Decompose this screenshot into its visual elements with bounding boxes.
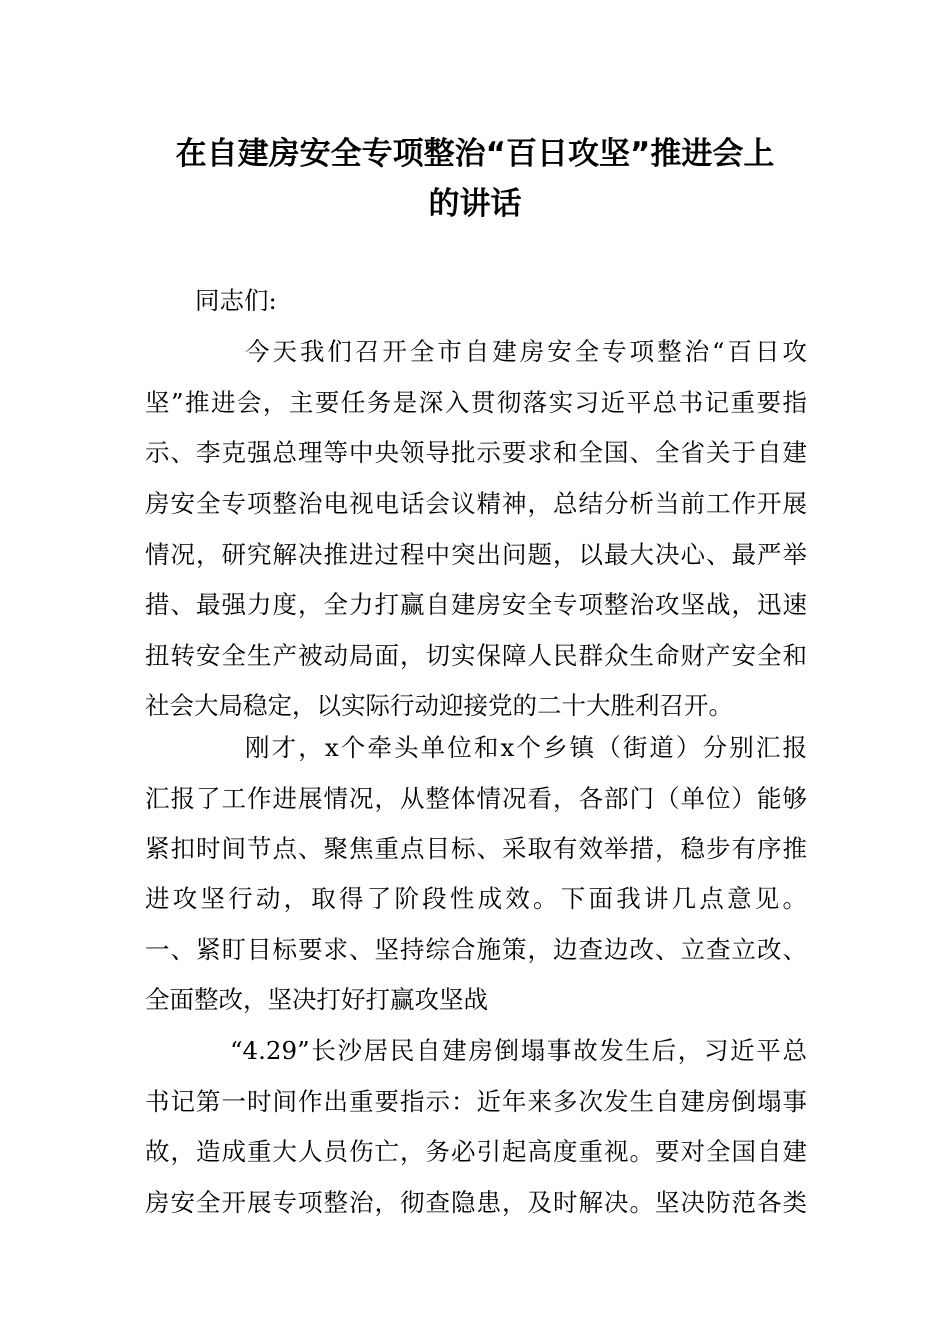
document-title-line-1: 在自建房安全专项整治“百日攻坚”推进会上 [175, 136, 775, 172]
paragraph-line: 书记第一时间作出重要指示：近年来多次发生自建房倒塌事 [145, 1087, 807, 1116]
paragraph-line: 情况，研究解决推进过程中突出问题，以最大决心、最严举 [145, 540, 807, 569]
paragraph-line: “4.29”长沙居民自建房倒塌事故发生后，习近平总 [230, 1036, 807, 1065]
paragraph-line: 刚才，x个牵头单位和x个乡镇（街道）分别汇报 [245, 733, 807, 762]
section-heading-line: 一、紧盯目标要求、坚持综合施策，边查边改、立查立改、 [145, 935, 807, 964]
paragraph-line: 坚”推进会，主要任务是深入贯彻落实习近平总书记重要指 [145, 388, 807, 417]
paragraph-line: 示、李克强总理等中央领导批示要求和全国、全省关于自建 [145, 438, 807, 467]
paragraph-line: 措、最强力度，全力打赢自建房安全专项整治攻坚战，迅速 [145, 590, 807, 619]
paragraph-line: 进攻坚行动，取得了阶段性成效。下面我讲几点意见。 [145, 884, 807, 913]
paragraph-line: 扭转安全生产被动局面，切实保障人民群众生命财产安全和 [145, 641, 807, 670]
paragraph-line: 汇报了工作进展情况，从整体情况看，各部门（单位）能够 [145, 784, 807, 813]
salutation: 同志们: [195, 286, 277, 315]
document-title-line-2: 的讲话 [428, 186, 522, 222]
paragraph-line: 房安全开展专项整治，彻查隐患，及时解决。坚决防范各类 [145, 1188, 807, 1217]
paragraph-line: 社会大局稳定，以实际行动迎接党的二十大胜利召开。 [145, 691, 733, 720]
section-heading-line: 全面整改，坚决打好打赢攻坚战 [145, 985, 488, 1014]
paragraph-line: 房安全专项整治电视电话会议精神，总结分析当前工作开展 [145, 489, 807, 518]
paragraph-line: 故，造成重大人员伤亡，务必引起高度重视。要对全国自建 [145, 1137, 807, 1166]
paragraph-line: 今天我们召开全市自建房安全专项整治“百日攻 [245, 337, 807, 366]
paragraph-line: 紧扣时间节点、聚焦重点目标、采取有效举措，稳步有序推 [145, 834, 807, 863]
